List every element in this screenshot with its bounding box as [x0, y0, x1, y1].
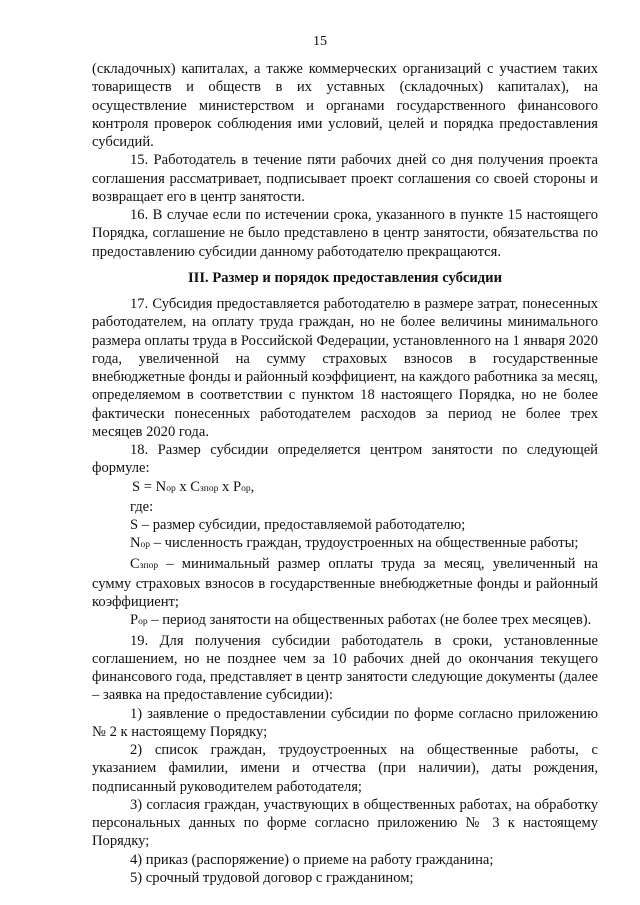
formula-part-s: S = N [132, 478, 167, 495]
formula-sub-n: op [166, 483, 176, 494]
section-title: III. Размер и порядок предоставления субсидии [188, 269, 502, 286]
definition-p [92, 611, 598, 631]
formula-part-c: x C [175, 478, 201, 495]
paragraph-continuation: (складочных) капиталах, а также коммерческих организаций с участием таких товариществ и обществ в их уставных (складочных) капиталах), на осуществление министерством и органами государственного финансового контроля проверок соблюдения ими условий, целей и порядка предоставления субсидий. [92, 61, 598, 150]
definition-n [92, 534, 598, 554]
definition-p-sub: op [138, 617, 148, 628]
formula-sub-p: op [241, 483, 251, 494]
definition-c-symbol: C [130, 555, 140, 572]
definition-n-text: – численность граждан, трудоустроенных на общественные работы; [150, 535, 579, 552]
list-item: 5) срочный трудовой договор с гражданином; [130, 869, 414, 886]
list-item: 2) список граждан, трудоустроенных на общественные работы, с указанием фамилии, имени и отчества (при наличии), даты рождения, подписанный руководителем работодателя; [92, 742, 598, 795]
list-item: 4) приказ (распоряжение) о приеме на работу гражданина; [130, 851, 494, 868]
list-item: 1) заявление о предоставлении субсидии по форме согласно приложению № 2 к настоящему Порядку; [92, 705, 598, 740]
definition-n-sub: op [140, 540, 151, 551]
definition-p-symbol: P [130, 612, 139, 629]
formula-sub-c: зпор [200, 483, 219, 494]
formula-part-p: x P [218, 478, 242, 495]
paragraph-15: 15. Работодатель в течение пяти рабочих дней со дня получения проекта соглашения рассматривает, подписывает проект соглашения со своей стороны и возвращает его в центр занятости. [92, 152, 598, 205]
formula-end: , [250, 478, 255, 495]
subsidy-formula [132, 478, 598, 498]
paragraph-16: 16. В случае если по истечении срока, указанного в пункте 15 настоящего Порядка, соглашение не было представлено в центр занятости, обязательства по предоставлению субсидии данному работодателю прекращаются. [92, 207, 598, 260]
definition-p-text: – период занятости на общественных работах (не более трех месяцев). [147, 612, 592, 629]
definition-n-symbol: N [130, 535, 141, 552]
list-item: 3) согласия граждан, участвующих в общественных работах, на обработку персональных данных по форме согласно приложению № 3 к настоящему Порядку; [92, 796, 598, 850]
page-number: 15 [313, 34, 327, 49]
where-label: где: [130, 498, 154, 515]
paragraph-18: 18. Размер субсидии определяется центром занятости по следующей формуле: [92, 442, 598, 477]
definition-c [92, 555, 598, 612]
paragraph-17: 17. Субсидия предоставляется работодателю в размере затрат, понесенных работодателем, на оплату труда граждан, но не более величины минимального размера оплаты труда в Российской Федерации, установленного на 1 января 2020 года, увеличенной на сумму страховых взносов в государственные внебюджетные фонды и районный коэффициент, на каждого работника за месяц, определяемом в соответствии с пунктом 18 настоящего Порядка, но не более фактически понесенных работодателем расходов за период не более трех месяцев 2020 года. [92, 296, 598, 440]
paragraph-19: 19. Для получения субсидии работодатель в сроки, установленные соглашением, но не позднее чем за 10 рабочих дней до окончания текущего финансового года, представляет в центр занятости следующие документы (далее – заявка на предоставление субсидии): [92, 632, 598, 704]
document-body [92, 60, 598, 887]
definition-c-sub: зпор [139, 560, 159, 571]
definition-s: S – размер субсидии, предоставляемой работодателю; [130, 517, 466, 533]
definition-c-text: – минимальный размер оплаты труда за месяц, увеличенный на сумму страховых взносов в государственные внебюджетные фонды и районный коэффициент; [92, 555, 598, 610]
